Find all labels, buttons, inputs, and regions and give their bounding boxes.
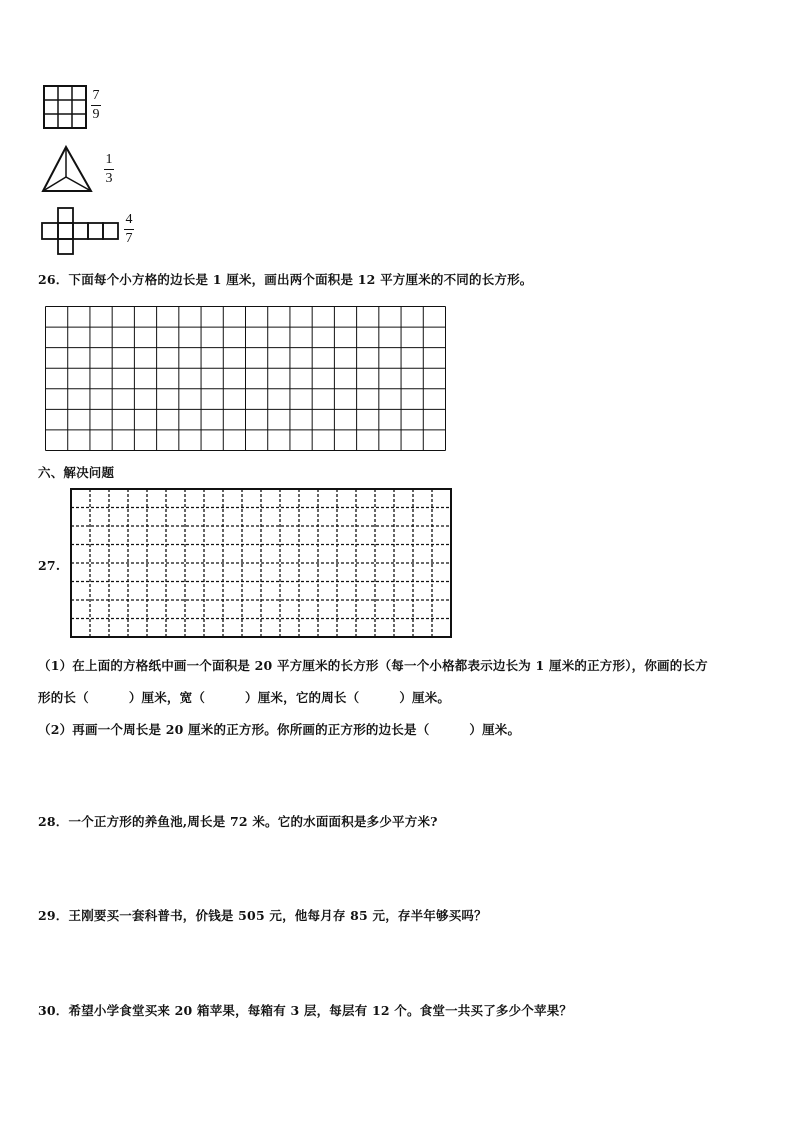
question-30: 30．希望小学食堂买来 20 箱苹果，每箱有 3 层，每层有 12 个。食堂一共买了多少个苹果？ xyxy=(38,1003,573,1018)
q27-end-text: ）厘米。 xyxy=(399,690,451,705)
fraction-numerator: 4 xyxy=(125,212,133,227)
question-29: 29．王刚要买一套科普书，价钱是 505 元，他每月存 85 元，存半年够买吗？ xyxy=(38,908,487,923)
question-27-number: 27. xyxy=(38,558,61,573)
section-6-title: 六、解决问题 xyxy=(38,465,115,480)
q27-dashed-grid xyxy=(71,489,452,638)
q27-width-text: ）厘米，宽（ xyxy=(128,690,206,705)
fraction-numerator: 7 xyxy=(92,88,100,103)
q27-part1-line2 xyxy=(38,688,450,706)
cross-net-figure xyxy=(42,208,122,256)
fraction-1-3 xyxy=(104,152,114,187)
fraction-denominator: 3 xyxy=(105,171,113,186)
question-28: 28．一个正方形的养鱼池,周长是 72 米。它的水面面积是多少平方米? xyxy=(38,814,438,829)
q26-square-grid xyxy=(45,306,446,451)
question-26: 26．下面每个小方格的边长是 1 厘米，画出两个面积是 12 平方厘米的不同的长方形。 xyxy=(38,272,533,287)
fraction-numerator: 1 xyxy=(105,152,113,167)
triangle-figure xyxy=(42,146,94,192)
q27-length-text: 形的长（ xyxy=(38,690,89,705)
grid-3x3-figure xyxy=(44,86,86,130)
fraction-7-9 xyxy=(91,88,101,123)
fraction-4-7 xyxy=(124,212,134,247)
q27-part2-end: ）厘米。 xyxy=(469,722,521,737)
q27-perimeter-text: ）厘米，它的周长（ xyxy=(245,690,360,705)
fraction-denominator: 9 xyxy=(92,107,100,122)
q27-part2 xyxy=(38,720,520,738)
q27-part1-line1: （1）在上面的方格纸中画一个面积是 20 平方厘米的长方形（每一个小格都表示边长为 1 厘米的正方形），你画的长方 xyxy=(38,658,708,673)
q27-part2-text: （2）再画一个周长是 20 厘米的正方形。你所画的正方形的边长是（ xyxy=(38,722,430,737)
fraction-denominator: 7 xyxy=(125,231,133,246)
